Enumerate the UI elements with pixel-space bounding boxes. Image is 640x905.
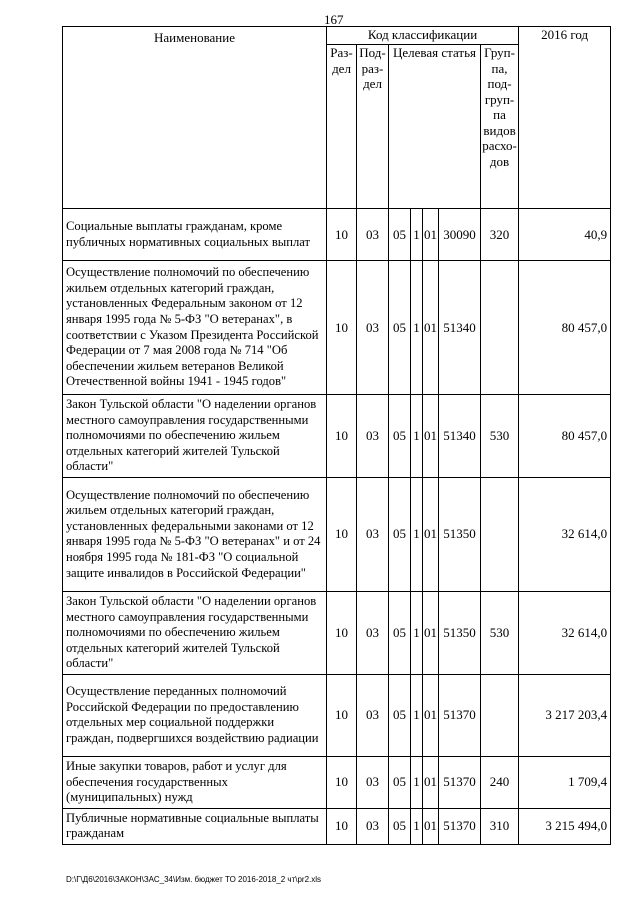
target-article-part-2: 1: [411, 591, 423, 674]
podrazdel-cell: 03: [357, 674, 389, 756]
razdel-cell: 10: [327, 209, 357, 261]
target-article-part-4: 30090: [439, 209, 481, 261]
target-article-part-1: 05: [389, 209, 411, 261]
table-row: [63, 477, 611, 591]
razdel-cell: 10: [327, 674, 357, 756]
target-article-part-1: 05: [389, 395, 411, 478]
razdel-cell: 10: [327, 808, 357, 844]
expense-group-cell: [481, 477, 519, 591]
target-article-part-1: 05: [389, 591, 411, 674]
amount-2016: 32 614,0: [519, 477, 611, 591]
footer-file-path: D:\Г\Д6\2016\ЗАКОН\ЗАС_34\Изм. бюджет ТО 2016-2018_2 чт\pr2.xls: [66, 875, 322, 884]
podrazdel-cell: 03: [357, 756, 389, 808]
amount-2016: 80 457,0: [519, 261, 611, 395]
target-article-part-4: 51350: [439, 591, 481, 674]
budget-table: [62, 26, 611, 845]
amount-2016: 32 614,0: [519, 591, 611, 674]
razdel-cell: 10: [327, 477, 357, 591]
target-article-part-1: 05: [389, 808, 411, 844]
podrazdel-cell: 03: [357, 395, 389, 478]
expense-group-cell: 530: [481, 591, 519, 674]
target-article-part-4: 51340: [439, 261, 481, 395]
row-name: Иные закупки товаров, работ и услуг для обеспечения государственных (муниципальных) нужд: [63, 756, 327, 808]
expense-group-cell: 240: [481, 756, 519, 808]
target-article-part-4: 51370: [439, 674, 481, 756]
table-row: [63, 674, 611, 756]
expense-group-cell: 530: [481, 395, 519, 478]
razdel-cell: 10: [327, 756, 357, 808]
header-classification: Код классификации: [327, 27, 519, 45]
row-name: Осуществление полномочий по обеспечению жильем отдельных категорий граждан, установленных федеральными законами от 12 января 1995 года № 5-ФЗ "О ветеранах" и от 24 ноября 1995 года № 181-ФЗ "О социальной защите инвалидов в Российской Федерации": [63, 477, 327, 591]
row-name: Публичные нормативные социальные выплаты гражданам: [63, 808, 327, 844]
target-article-part-4: 51370: [439, 756, 481, 808]
expense-group-cell: [481, 674, 519, 756]
razdel-cell: 10: [327, 261, 357, 395]
page-number: 167: [324, 12, 344, 27]
header-name: Наименование: [63, 27, 327, 209]
razdel-cell: 10: [327, 395, 357, 478]
amount-2016: 3 215 494,0: [519, 808, 611, 844]
target-article-part-3: 01: [423, 591, 439, 674]
table-row: [63, 591, 611, 674]
table-row: [63, 261, 611, 395]
target-article-part-4: 51370: [439, 808, 481, 844]
row-name: Закон Тульской области "О наделении органов местного самоуправления государственными полномочиями по обеспечению жильем отдельных категорий жителей Тульской области": [63, 591, 327, 674]
row-name: Закон Тульской области "О наделении органов местного самоуправления государственными полномочиями по обеспечению жильем отдельных категорий жителей Тульской области": [63, 395, 327, 478]
target-article-part-2: 1: [411, 261, 423, 395]
header-target-article: Целевая статья: [389, 45, 481, 209]
target-article-part-3: 01: [423, 756, 439, 808]
amount-2016: 3 217 203,4: [519, 674, 611, 756]
amount-2016: 1 709,4: [519, 756, 611, 808]
target-article-part-1: 05: [389, 261, 411, 395]
razdel-cell: 10: [327, 591, 357, 674]
target-article-part-2: 1: [411, 209, 423, 261]
amount-2016: 40,9: [519, 209, 611, 261]
target-article-part-3: 01: [423, 261, 439, 395]
target-article-part-4: 51350: [439, 477, 481, 591]
target-article-part-3: 01: [423, 395, 439, 478]
target-article-part-2: 1: [411, 674, 423, 756]
target-article-part-2: 1: [411, 395, 423, 478]
header-year: 2016 год: [519, 27, 611, 209]
target-article-part-2: 1: [411, 756, 423, 808]
table-row: [63, 395, 611, 478]
table-body: [63, 209, 611, 845]
expense-group-cell: 320: [481, 209, 519, 261]
target-article-part-2: 1: [411, 477, 423, 591]
target-article-part-1: 05: [389, 674, 411, 756]
table-row: [63, 808, 611, 844]
expense-group-cell: [481, 261, 519, 395]
expense-group-cell: 310: [481, 808, 519, 844]
target-article-part-4: 51340: [439, 395, 481, 478]
target-article-part-3: 01: [423, 209, 439, 261]
row-name: Осуществление переданных полномочий Российской Федерации по предоставлению отдельных мер социальной поддержки граждан, подвергшихся воздействию радиации: [63, 674, 327, 756]
header-section: Раз- дел: [327, 45, 357, 209]
row-name: Осуществление полномочий по обеспечению жильем отдельных категорий граждан, установленных Федеральным законом от 12 января 1995 года № 5-ФЗ "О ветеранах", в соответствии с Указом Президента Российской Федерации от 7 мая 2008 года № 714 "Об обеспечении жильем ветеранов Великой Отечественной войны 1941 - 1945 годов": [63, 261, 327, 395]
target-article-part-2: 1: [411, 808, 423, 844]
podrazdel-cell: 03: [357, 591, 389, 674]
podrazdel-cell: 03: [357, 477, 389, 591]
podrazdel-cell: 03: [357, 209, 389, 261]
amount-2016: 80 457,0: [519, 395, 611, 478]
target-article-part-3: 01: [423, 477, 439, 591]
podrazdel-cell: 03: [357, 261, 389, 395]
header-group: Груп- па, под- груп- па видов расхо- дов: [481, 45, 519, 209]
header-subsection: Под- раз- дел: [357, 45, 389, 209]
table-row: [63, 209, 611, 261]
row-name: Социальные выплаты гражданам, кроме публичных нормативных социальных выплат: [63, 209, 327, 261]
table-header: [63, 27, 611, 209]
target-article-part-3: 01: [423, 674, 439, 756]
podrazdel-cell: 03: [357, 808, 389, 844]
target-article-part-1: 05: [389, 477, 411, 591]
table-row: [63, 756, 611, 808]
target-article-part-1: 05: [389, 756, 411, 808]
target-article-part-3: 01: [423, 808, 439, 844]
